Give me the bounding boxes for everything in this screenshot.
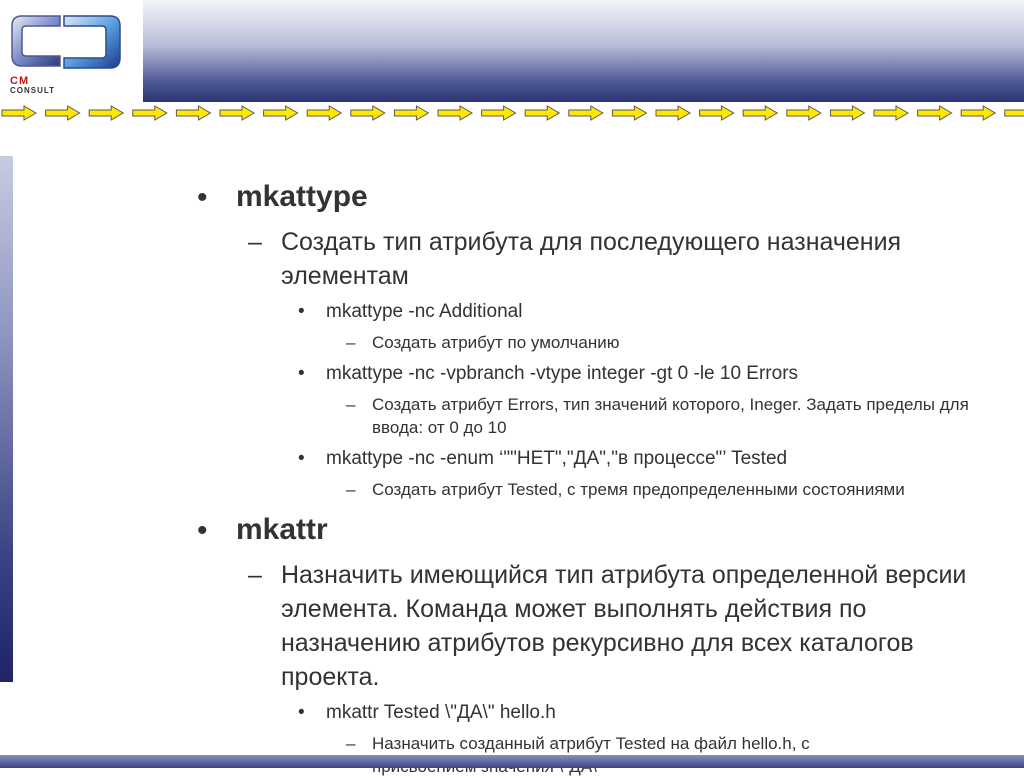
example-command: mkattype -nc Additional (326, 301, 523, 322)
bottom-accent-bar (0, 755, 1024, 768)
example-command: mkattr Tested \"ДА\" hello.h (326, 702, 556, 723)
bullet-l3: • (298, 363, 305, 384)
example-command: mkattype -nc -enum ‘""НЕТ","ДА","в процессе"’ Tested (326, 448, 788, 469)
dash-l4: – (346, 480, 356, 499)
example-note: Создать атрибут Errors, тип значений которого, Ineger. Задать пределы для ввода: от 0 до 10 (372, 395, 969, 437)
heading-mkattr: mkattr (236, 513, 328, 546)
example-note: Назначить созданный атрибут Tested на файл hello.h, с (372, 734, 810, 753)
logo-consult: CONSULT (10, 86, 56, 95)
logo-cm: CM (10, 75, 30, 87)
dash-l4: – (346, 395, 356, 414)
bullet-l1: • (197, 514, 208, 547)
mkattr-description: Назначить имеющийся тип атрибута определенной версии элемента. Команда может выполнять действия по назначению атрибутов рекурсивно для всех каталогов проекта. (281, 561, 967, 691)
dash-l4: – (346, 333, 356, 352)
mkattype-description: Создать тип атрибута для последующего назначения элементам (281, 228, 902, 290)
example-note: Создать атрибут Tested, с тремя предопределенными состояниями (372, 480, 905, 499)
example-command: mkattype -nc -vpbranch -vtype integer -gt 0 -le 10 Errors (326, 363, 799, 384)
bullet-l3: • (298, 301, 305, 322)
bullet-l3: • (298, 448, 305, 469)
bullet-l1: • (197, 181, 208, 214)
heading-mkattype: mkattype (236, 180, 368, 213)
example-note: Создать атрибут по умолчанию (372, 333, 620, 352)
dash-l2: – (248, 561, 262, 589)
bullet-l3: • (298, 702, 305, 723)
dash-l2: – (248, 228, 262, 256)
dash-l4: – (346, 734, 356, 753)
